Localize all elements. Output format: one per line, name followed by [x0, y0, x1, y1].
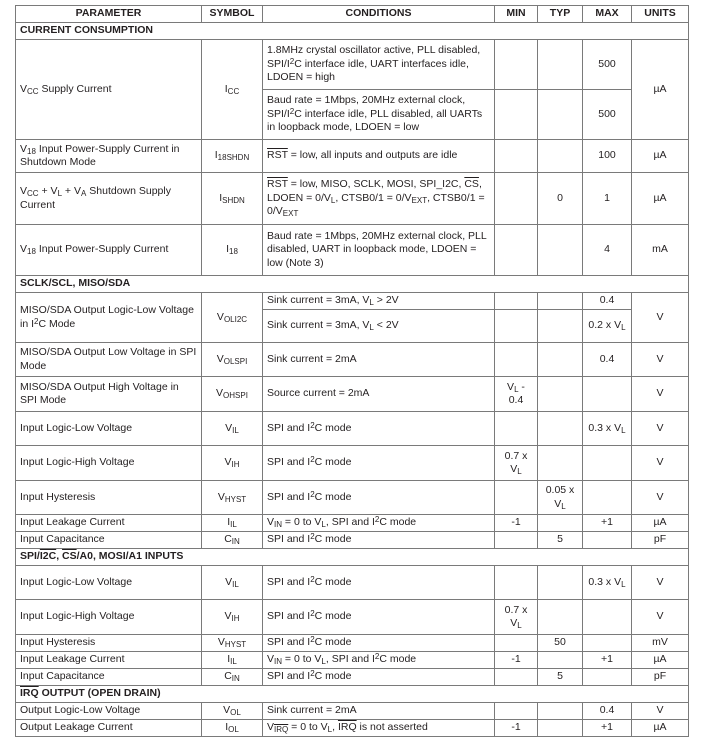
section-row — [16, 686, 689, 703]
typ-cell: 5 — [538, 532, 583, 549]
min-cell — [495, 173, 538, 225]
table-row — [16, 532, 689, 549]
condition-cell: $\overline{RST}$ = low, all inputs and outputs are idle — [263, 140, 495, 173]
table-row — [16, 40, 689, 90]
symbol-cell: $V_{OL}$ — [202, 703, 263, 720]
symbol-cell: $I_{IL}$ — [202, 515, 263, 532]
symbol-cell: $C_{IN}$ — [202, 532, 263, 549]
min-cell: -1 — [495, 515, 538, 532]
condition-cell: $V_{IN} = 0$ to $V_L$, SPI and $I^2C$ mode — [263, 515, 495, 532]
units-cell: mA — [632, 225, 689, 276]
table-row — [16, 481, 689, 515]
symbol-cell: $I_{SHDN}$ — [202, 173, 263, 225]
max-cell: 0.2 x $V_L$ — [583, 310, 632, 343]
typ-cell: 0 — [538, 173, 583, 225]
units-cell: µA — [632, 720, 689, 737]
section-title: $\overline{IRQ}$ OUTPUT (OPEN DRAIN) — [16, 686, 689, 703]
condition-cell: Sink current = 2mA — [263, 703, 495, 720]
max-cell: 0.4 — [583, 343, 632, 377]
typ-cell — [538, 703, 583, 720]
param-cell: Input Logic-High Voltage — [16, 446, 202, 481]
condition-cell: $\overline{RST}$ = low, MISO, SCLK, MOSI, SPI_I2C, $\overline{CS}$, LDOEN = $0/V_L$, CTSB0/1 = $0/V_{EXT}$, CTSB0/1 = $0/V_{EXT}$ — [263, 173, 495, 225]
typ-cell — [538, 140, 583, 173]
max-cell — [583, 481, 632, 515]
header-parameter: PARAMETER — [16, 6, 202, 23]
min-cell — [495, 293, 538, 310]
symbol-cell: $V_{OLI2C}$ — [202, 293, 263, 343]
units-cell: mV — [632, 635, 689, 652]
typ-cell — [538, 90, 583, 140]
param-cell: Input Leakage Current — [16, 515, 202, 532]
condition-cell: $V_{IN} = 0$ to $V_L$, SPI and $I^2C$ mode — [263, 652, 495, 669]
condition-cell: SPI and $I^2C$ mode — [263, 412, 495, 446]
units-cell: V — [632, 343, 689, 377]
typ-cell — [538, 412, 583, 446]
symbol-cell: $I_{IL}$ — [202, 652, 263, 669]
table-row — [16, 703, 689, 720]
condition-cell: SPI and $I^2C$ mode — [263, 635, 495, 652]
typ-cell — [538, 652, 583, 669]
max-cell: 0.4 — [583, 293, 632, 310]
min-cell — [495, 566, 538, 600]
min-cell — [495, 635, 538, 652]
min-cell — [495, 310, 538, 343]
units-cell: V — [632, 412, 689, 446]
typ-cell — [538, 225, 583, 276]
typ-cell — [538, 446, 583, 481]
param-cell: Output Leakage Current — [16, 720, 202, 737]
param-cell: Input Capacitance — [16, 532, 202, 549]
max-cell: 0.4 — [583, 703, 632, 720]
param-cell: $V_{CC}$ Supply Current — [16, 40, 202, 140]
symbol-cell: $V_{OLSPI}$ — [202, 343, 263, 377]
param-cell: Input Capacitance — [16, 669, 202, 686]
param-cell: MISO/SDA Output High Voltage in SPI Mode — [16, 377, 202, 412]
typ-cell — [538, 293, 583, 310]
table-row — [16, 173, 689, 225]
units-cell: µA — [632, 652, 689, 669]
condition-cell: SPI and $I^2C$ mode — [263, 669, 495, 686]
typ-cell: 50 — [538, 635, 583, 652]
section-row — [16, 549, 689, 566]
table-row — [16, 515, 689, 532]
min-cell: -1 — [495, 652, 538, 669]
min-cell — [495, 140, 538, 173]
min-cell: 0.7 x $V_L$ — [495, 446, 538, 481]
symbol-cell: $V_{IL}$ — [202, 566, 263, 600]
header-symbol: SYMBOL — [202, 6, 263, 23]
typ-cell — [538, 310, 583, 343]
units-cell: V — [632, 377, 689, 412]
symbol-cell: $C_{IN}$ — [202, 669, 263, 686]
units-cell: µA — [632, 515, 689, 532]
max-cell — [583, 532, 632, 549]
max-cell: 1 — [583, 173, 632, 225]
symbol-cell: $I_{OL}$ — [202, 720, 263, 737]
electrical-characteristics-table — [15, 5, 689, 737]
units-cell: V — [632, 481, 689, 515]
param-cell: $V_{CC} + V_L + V_A$ Shutdown Supply Current — [16, 173, 202, 225]
min-cell: -1 — [495, 720, 538, 737]
units-cell: pF — [632, 669, 689, 686]
max-cell: 0.3 x $V_L$ — [583, 566, 632, 600]
header-conditions: CONDITIONS — [263, 6, 495, 23]
symbol-cell: $V_{HYST}$ — [202, 481, 263, 515]
condition-cell: SPI and $I^2C$ mode — [263, 481, 495, 515]
header-row — [16, 6, 689, 23]
section-title: CURRENT CONSUMPTION — [16, 23, 689, 40]
typ-cell — [538, 40, 583, 90]
typ-cell: 5 — [538, 669, 583, 686]
table-row — [16, 412, 689, 446]
units-cell: pF — [632, 532, 689, 549]
param-cell: Input Hysteresis — [16, 481, 202, 515]
units-cell: V — [632, 446, 689, 481]
units-cell: V — [632, 566, 689, 600]
table-row — [16, 343, 689, 377]
param-cell: Input Hysteresis — [16, 635, 202, 652]
max-cell: 0.3 x $V_L$ — [583, 412, 632, 446]
max-cell: +1 — [583, 652, 632, 669]
condition-cell: SPI and $I^2C$ mode — [263, 566, 495, 600]
max-cell — [583, 669, 632, 686]
max-cell: 4 — [583, 225, 632, 276]
condition-cell: Sink current = 3mA, $V_L < 2V$ — [263, 310, 495, 343]
condition-cell: Baud rate = 1Mbps, 20MHz external clock, PLL disabled, UART in loopback mode, LDOEN = low (Note 3) — [263, 225, 495, 276]
condition-cell: $V_{\overline{IRQ}} = 0$ to $V_L$, $\overline{IRQ}$ is not asserted — [263, 720, 495, 737]
min-cell — [495, 532, 538, 549]
symbol-cell: $V_{IL}$ — [202, 412, 263, 446]
param-cell: $V_{18}$ Input Power-Supply Current in Shutdown Mode — [16, 140, 202, 173]
param-cell: Output Logic-Low Voltage — [16, 703, 202, 720]
table-row — [16, 446, 689, 481]
symbol-cell: $V_{IH}$ — [202, 446, 263, 481]
param-cell: MISO/SDA Output Logic-Low Voltage in $I^2C$ Mode — [16, 293, 202, 343]
units-cell: µA — [632, 173, 689, 225]
units-cell: µA — [632, 140, 689, 173]
min-cell — [495, 481, 538, 515]
typ-cell — [538, 343, 583, 377]
symbol-cell: $I_{CC}$ — [202, 40, 263, 140]
condition-cell: Sink current = 3mA, $V_L > 2V$ — [263, 293, 495, 310]
section-row — [16, 23, 689, 40]
max-cell: 500 — [583, 40, 632, 90]
min-cell — [495, 412, 538, 446]
param-cell: $V_{18}$ Input Power-Supply Current — [16, 225, 202, 276]
table-row — [16, 635, 689, 652]
max-cell — [583, 600, 632, 635]
condition-cell: SPI and $I^2C$ mode — [263, 532, 495, 549]
table-row — [16, 140, 689, 173]
table-row — [16, 377, 689, 412]
typ-cell — [538, 566, 583, 600]
max-cell: +1 — [583, 720, 632, 737]
min-cell — [495, 703, 538, 720]
table-row — [16, 652, 689, 669]
table-row — [16, 566, 689, 600]
table-row — [16, 720, 689, 737]
condition-cell: SPI and $I^2C$ mode — [263, 600, 495, 635]
min-cell — [495, 40, 538, 90]
param-cell: Input Logic-High Voltage — [16, 600, 202, 635]
max-cell — [583, 377, 632, 412]
typ-cell — [538, 720, 583, 737]
units-cell: µA — [632, 40, 689, 140]
param-cell: Input Logic-Low Voltage — [16, 566, 202, 600]
units-cell: V — [632, 703, 689, 720]
condition-cell: SPI and $I^2C$ mode — [263, 446, 495, 481]
min-cell — [495, 343, 538, 377]
max-cell — [583, 635, 632, 652]
condition-cell: Sink current = 2mA — [263, 343, 495, 377]
min-cell — [495, 225, 538, 276]
symbol-cell: $V_{OHSPI}$ — [202, 377, 263, 412]
header-max: MAX — [583, 6, 632, 23]
section-row — [16, 276, 689, 293]
min-cell: $V_L - 0.4$ — [495, 377, 538, 412]
min-cell: 0.7 x $V_L$ — [495, 600, 538, 635]
header-units: UNITS — [632, 6, 689, 23]
table-row — [16, 225, 689, 276]
min-cell — [495, 669, 538, 686]
table-row — [16, 600, 689, 635]
symbol-cell: $V_{HYST}$ — [202, 635, 263, 652]
table-row — [16, 293, 689, 310]
param-cell: Input Leakage Current — [16, 652, 202, 669]
max-cell: 500 — [583, 90, 632, 140]
symbol-cell: $I_{18}$ — [202, 225, 263, 276]
symbol-cell: $V_{IH}$ — [202, 600, 263, 635]
section-title: SCLK/SCL, MISO/SDA — [16, 276, 689, 293]
table-row — [16, 669, 689, 686]
units-cell: V — [632, 600, 689, 635]
typ-cell — [538, 377, 583, 412]
typ-cell: 0.05 x $V_L$ — [538, 481, 583, 515]
header-typ: TYP — [538, 6, 583, 23]
param-cell: Input Logic-Low Voltage — [16, 412, 202, 446]
max-cell: +1 — [583, 515, 632, 532]
section-title: SPI/I2C, $\overline{CS}/A0$, MOSI/A1 INPUTS — [16, 549, 689, 566]
header-min: MIN — [495, 6, 538, 23]
typ-cell — [538, 600, 583, 635]
max-cell: 100 — [583, 140, 632, 173]
condition-cell: 1.8MHz crystal oscillator active, PLL disabled, SPI/$I^2C$ interface idle, UART interfaces idle, LDOEN = high — [263, 40, 495, 90]
typ-cell — [538, 515, 583, 532]
condition-cell: Source current = 2mA — [263, 377, 495, 412]
min-cell — [495, 90, 538, 140]
max-cell — [583, 446, 632, 481]
condition-cell: Baud rate = 1Mbps, 20MHz external clock, SPI/$I^2C$ interface idle, PLL disabled, all UARTs in loopback mode, LDOEN = low — [263, 90, 495, 140]
symbol-cell: $I_{18SHDN}$ — [202, 140, 263, 173]
param-cell: MISO/SDA Output Low Voltage in SPI Mode — [16, 343, 202, 377]
units-cell: V — [632, 293, 689, 343]
